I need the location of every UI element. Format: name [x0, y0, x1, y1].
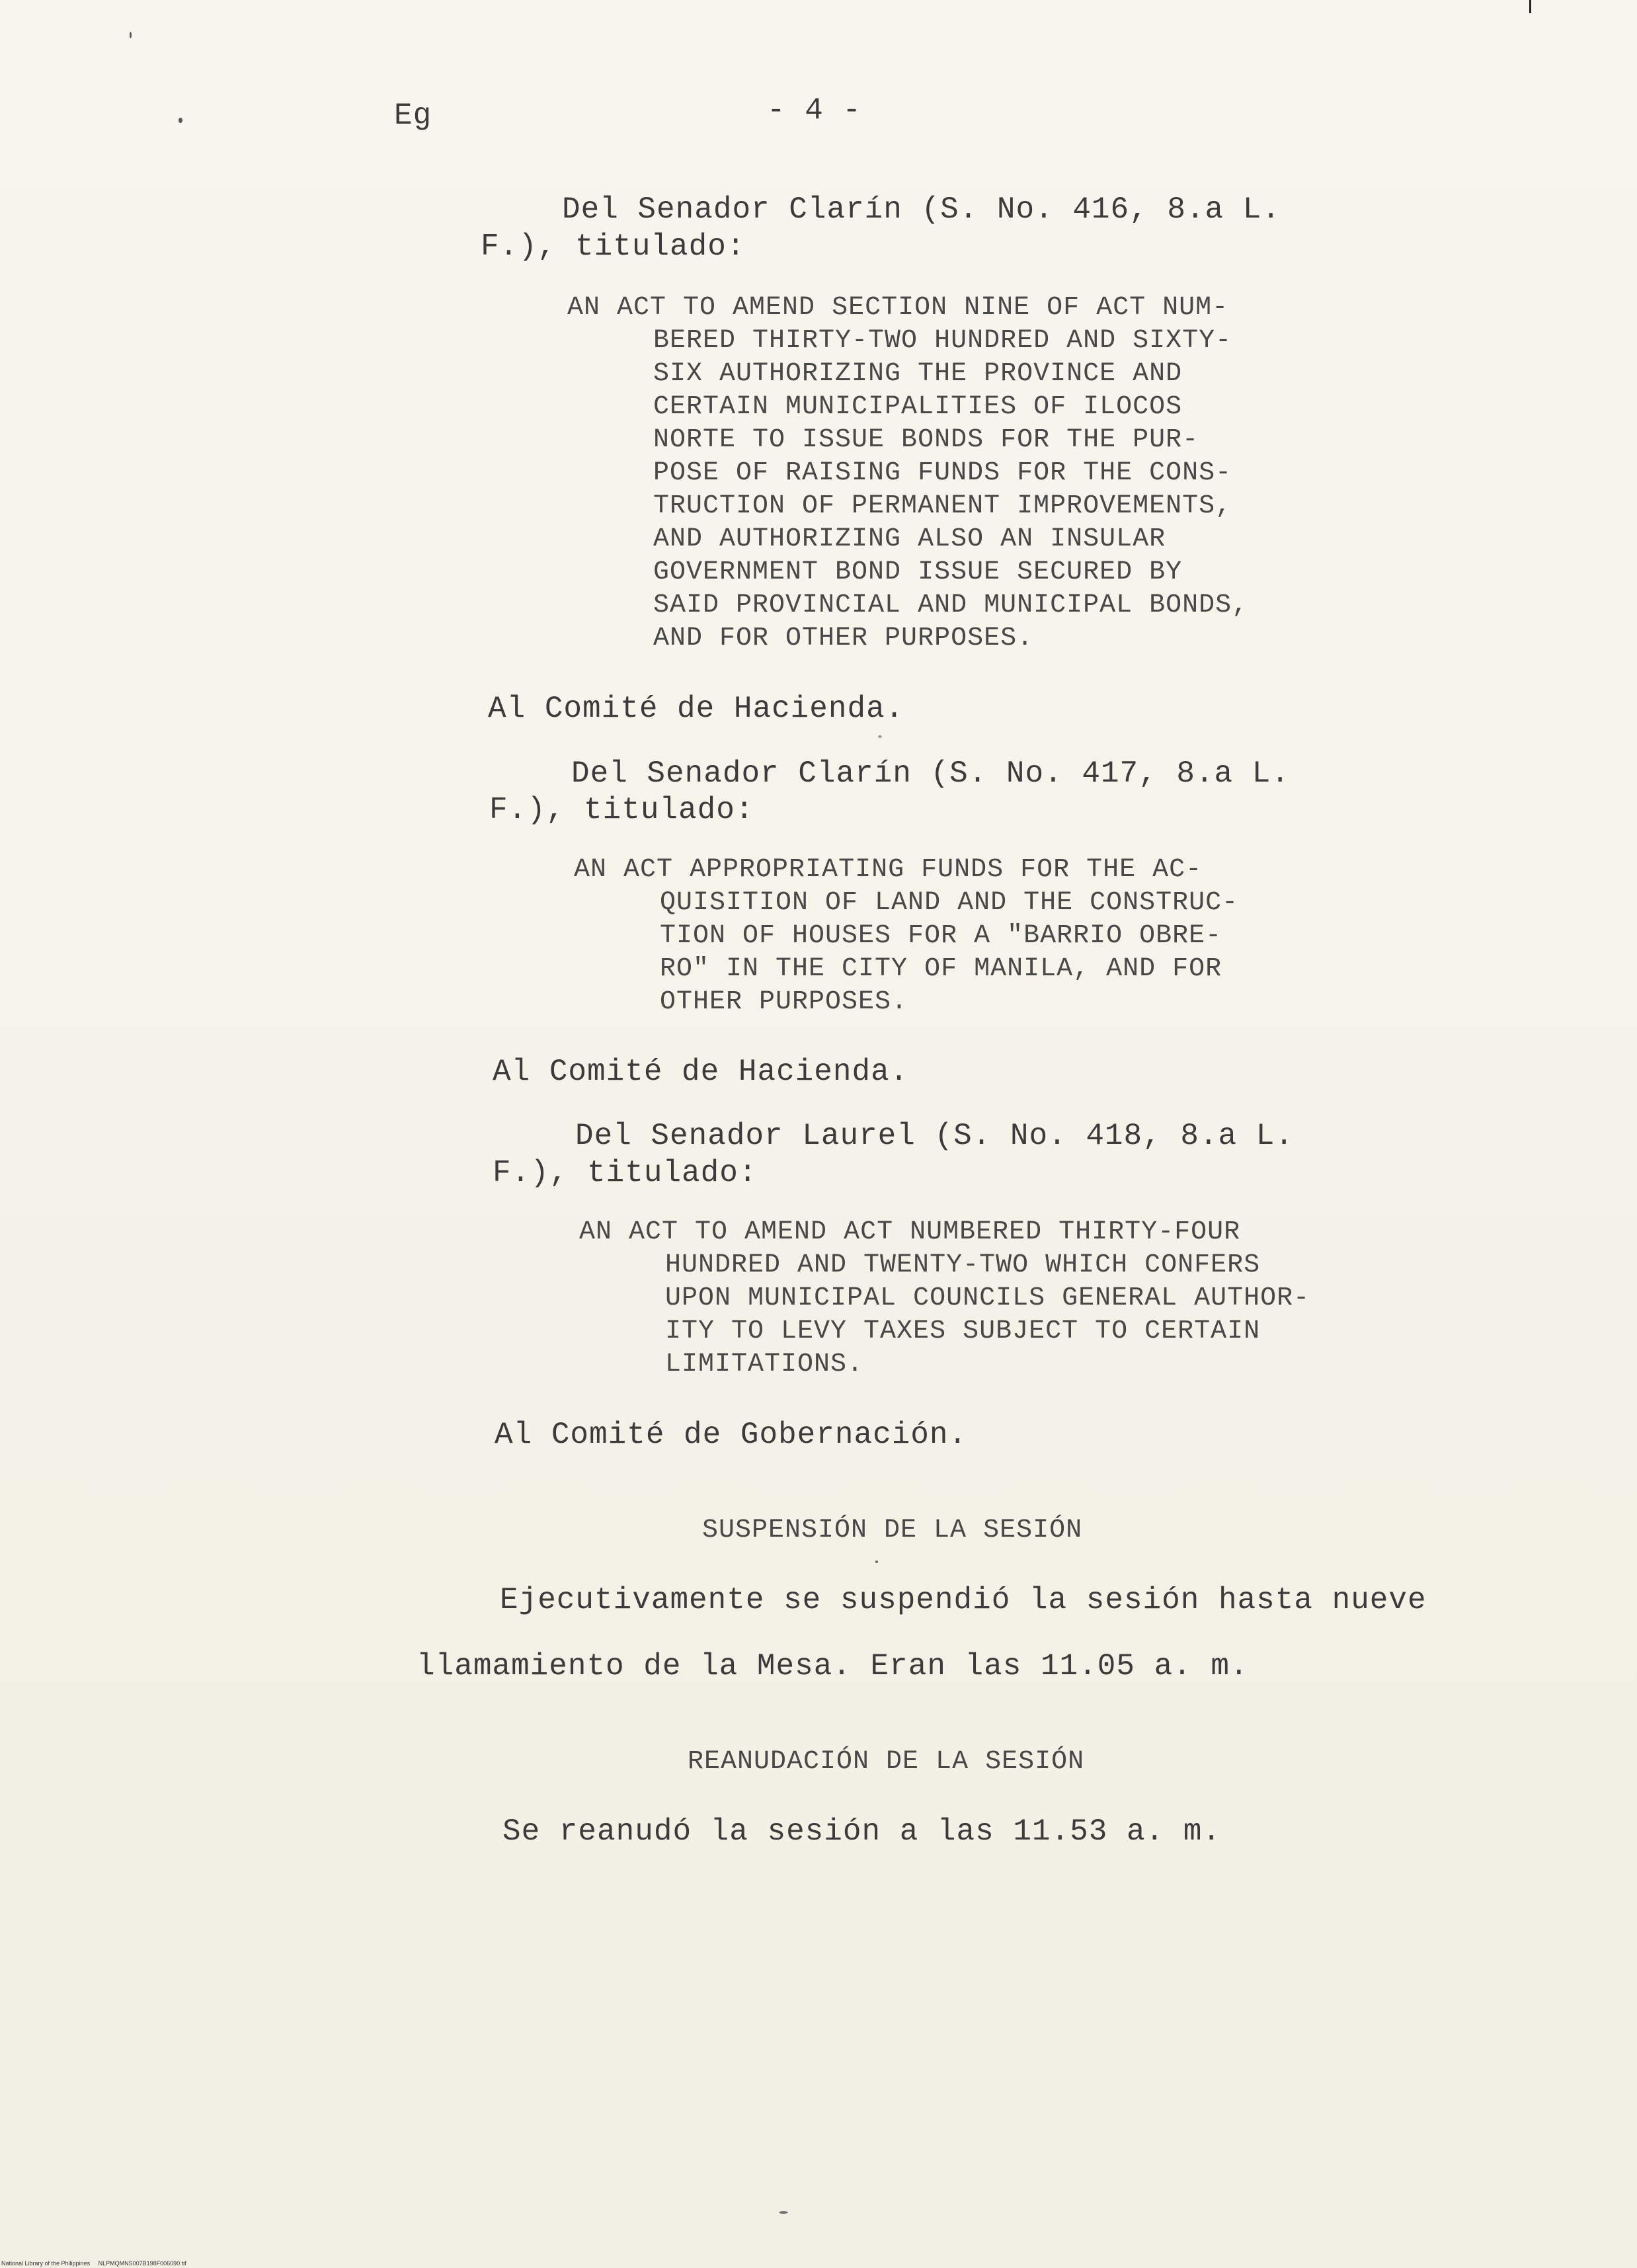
archive-footer: National Library of the Philippines NLPMQMNS007B198F006090.tif	[1, 2260, 186, 2267]
paper-speck	[130, 32, 132, 38]
bill-2-referral: Al Comité de Hacienda.	[493, 1055, 909, 1089]
bill-3-title-line: AN ACT TO AMEND ACT NUMBERED THIRTY-FOUR	[579, 1217, 1241, 1247]
bill-1-title-line: TRUCTION OF PERMANENT IMPROVEMENTS,	[653, 491, 1232, 521]
bill-2-title-line: AN ACT APPROPRIATING FUNDS FOR THE AC-	[574, 855, 1203, 885]
bill-1-title-line: POSE OF RAISING FUNDS FOR THE CONS-	[653, 458, 1232, 488]
bill-1-title-line: NORTE TO ISSUE BONDS FOR THE PUR-	[653, 425, 1199, 455]
bill-1-title-line: AN ACT TO AMEND SECTION NINE OF ACT NUM-	[567, 293, 1229, 323]
bill-3-title-line: HUNDRED AND TWENTY-TWO WHICH CONFERS	[665, 1250, 1261, 1280]
bill-2-title-line: OTHER PURPOSES.	[660, 987, 908, 1017]
resumption-line1: Se reanudó la sesión a las 11.53 a. m.	[502, 1814, 1221, 1849]
bill-3-intro-line2: F.), titulado:	[493, 1156, 758, 1190]
bill-1-intro-line1: Del Senador Clarín (S. No. 416, 8.a L.	[562, 192, 1281, 227]
bill-1-title-line: SIX AUTHORIZING THE PROVINCE AND	[653, 359, 1183, 389]
bill-1-title-line: AND FOR OTHER PURPOSES.	[653, 624, 1034, 653]
bill-3-intro-line1: Del Senador Laurel (S. No. 418, 8.a L.	[575, 1119, 1294, 1153]
bill-2-title-line: TION OF HOUSES FOR A "BARRIO OBRE-	[660, 921, 1222, 951]
bill-3-title-line: ITY TO LEVY TAXES SUBJECT TO CERTAIN	[665, 1316, 1261, 1346]
bill-1-title-line: SAID PROVINCIAL AND MUNICIPAL BONDS,	[653, 590, 1249, 620]
bill-2-title-line: QUISITION OF LAND AND THE CONSTRUC-	[660, 888, 1239, 918]
suspension-heading: SUSPENSIÓN DE LA SESIÓN	[702, 1516, 1083, 1545]
bill-1-referral: Al Comité de Hacienda.	[488, 692, 904, 726]
bill-1-title-line: GOVERNMENT BOND ISSUE SECURED BY	[653, 557, 1183, 587]
paper-speck	[875, 1560, 878, 1563]
suspension-line2: llamamiento de la Mesa. Eran las 11.05 a. m.	[417, 1649, 1249, 1683]
paper-speck	[179, 118, 182, 123]
paper-speck	[1529, 0, 1531, 13]
suspension-line1: Ejecutivamente se suspendió la sesión hasta nueve	[500, 1583, 1427, 1617]
bill-2-intro-line1: Del Senador Clarín (S. No. 417, 8.a L.	[571, 756, 1290, 791]
bill-3-title-line: UPON MUNICIPAL COUNCILS GENERAL AUTHOR-	[665, 1283, 1310, 1313]
paper-speck	[779, 2211, 788, 2214]
header-initials: Eg	[394, 99, 432, 133]
bill-1-title-line: CERTAIN MUNICIPALITIES OF ILOCOS	[653, 392, 1183, 422]
bill-1-title-line: BERED THIRTY-TWO HUNDRED AND SIXTY-	[653, 326, 1232, 356]
bill-1-title-line: AND AUTHORIZING ALSO AN INSULAR	[653, 524, 1166, 554]
bill-3-title-line: LIMITATIONS.	[665, 1350, 864, 1379]
bill-1-intro-line2: F.), titulado:	[481, 229, 746, 264]
bill-2-title-line: RO" IN THE CITY OF MANILA, AND FOR	[660, 954, 1222, 984]
paper-speck	[878, 735, 882, 738]
resumption-heading: REANUDACIÓN DE LA SESIÓN	[688, 1747, 1085, 1777]
page-number: - 4 -	[767, 93, 862, 128]
bill-2-intro-line2: F.), titulado:	[489, 793, 754, 827]
bill-3-referral: Al Comité de Gobernación.	[495, 1418, 968, 1452]
